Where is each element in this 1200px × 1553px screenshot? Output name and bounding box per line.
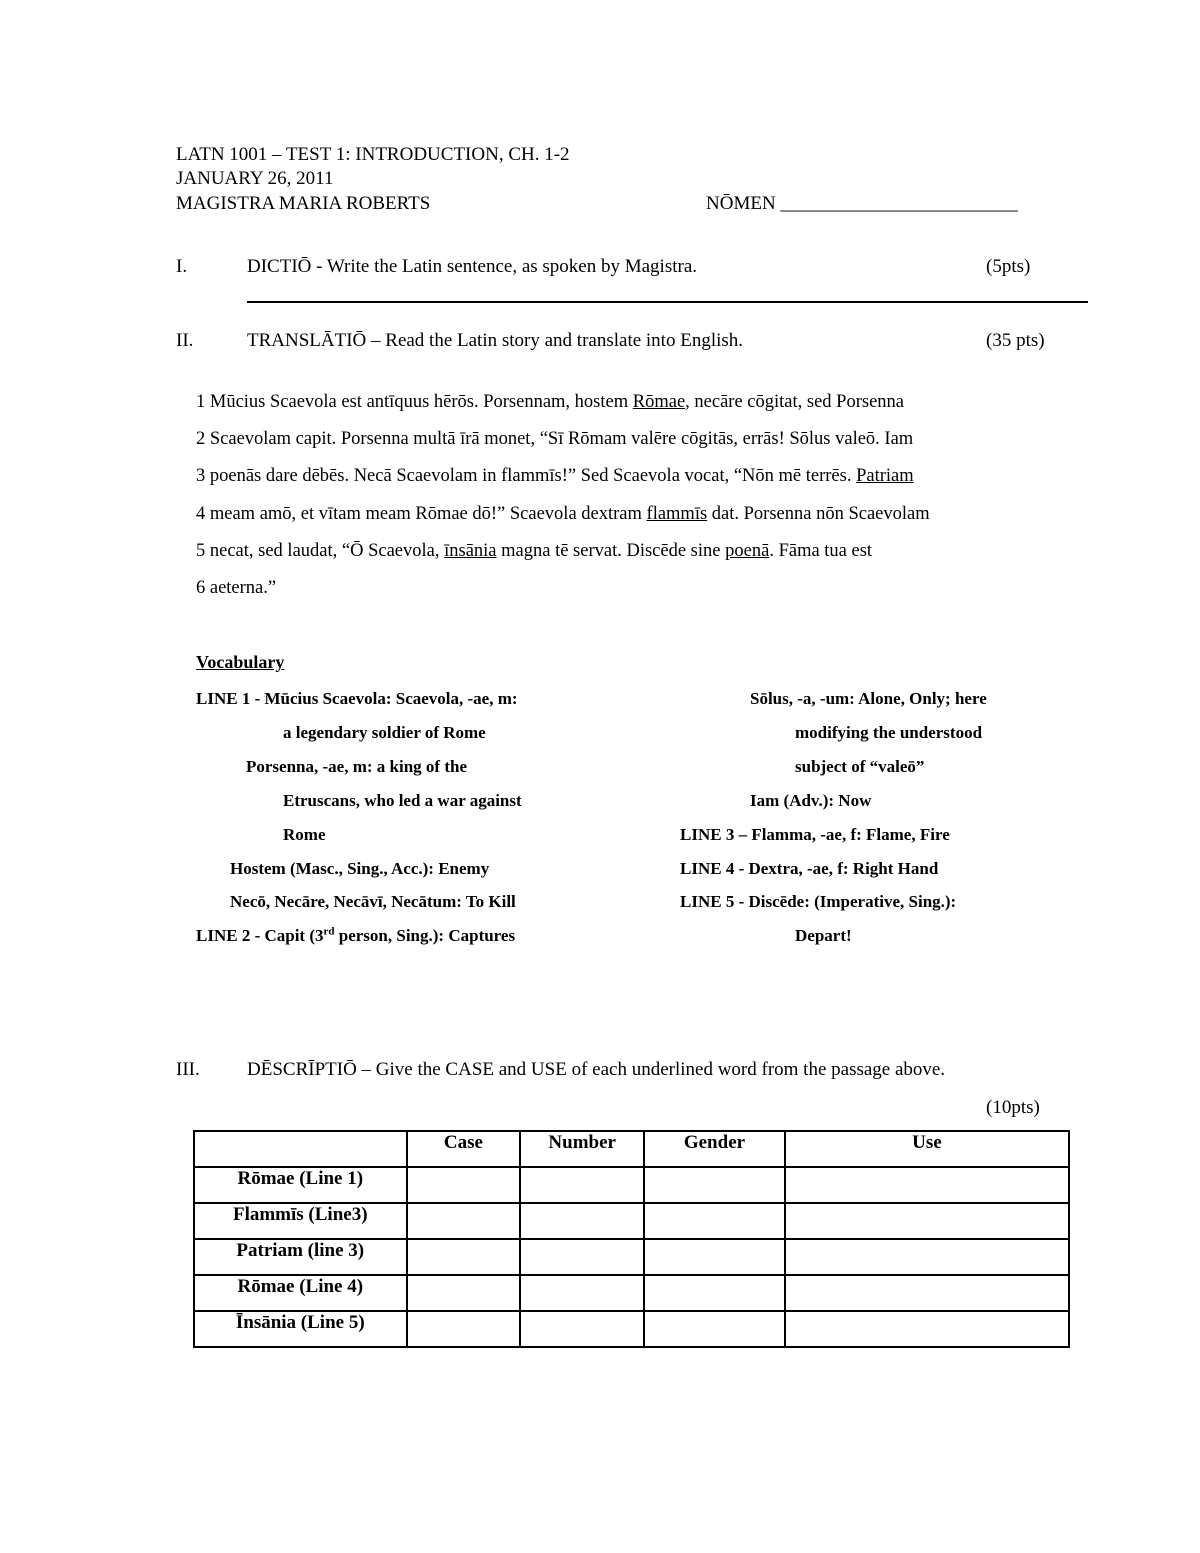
story-text: Mūcius Scaevola est antīquus hērōs. Porsennam, hostem: [209, 392, 633, 412]
ordinal-suffix: rd: [323, 925, 335, 938]
vocab-item: Etruscans, who led a war against: [283, 791, 522, 810]
column-header-gender: Gender: [644, 1131, 785, 1167]
answer-cell[interactable]: [644, 1203, 785, 1239]
column-header-case: Case: [407, 1131, 521, 1167]
answer-cell[interactable]: [785, 1239, 1069, 1275]
underlined-word: flammīs: [646, 504, 708, 524]
answer-cell[interactable]: [407, 1311, 521, 1347]
line-number: 6: [196, 578, 206, 598]
name-blank: _________________________: [780, 193, 1018, 214]
story-line-4: [196, 504, 930, 525]
vocab-item: Rome: [283, 825, 326, 844]
answer-cell[interactable]: [407, 1239, 521, 1275]
vocab-text: LINE 2 - Capit (3: [196, 926, 324, 945]
story-text: meam amō, et vītam meam Rōmae dō!” Scaevola dextram: [209, 504, 647, 524]
vocab-item: [196, 926, 515, 946]
answer-cell[interactable]: [785, 1167, 1069, 1203]
story-text: aeterna.”: [209, 578, 277, 598]
vocab-item: LINE 5 - Discēde: (Imperative, Sing.):: [680, 892, 957, 911]
vocab-item: Necō, Necāre, Necāvī, Necātum: To Kill: [230, 892, 516, 911]
row-label: Patriam (line 3): [194, 1239, 407, 1275]
column-header-number: Number: [520, 1131, 644, 1167]
vocab-item: LINE 1 - Mūcius Scaevola: Scaevola, -ae, m:: [196, 689, 518, 708]
vocab-item: Iam (Adv.): Now: [750, 791, 872, 810]
story-text: magna tē servat. Discēde sine: [496, 541, 726, 561]
answer-cell[interactable]: [785, 1275, 1069, 1311]
story-line-1: [196, 392, 904, 413]
answer-cell[interactable]: [520, 1167, 644, 1203]
line-number: 3: [196, 466, 206, 486]
line-number: 4: [196, 504, 206, 524]
section-3-points: (10pts): [986, 1097, 1040, 1118]
section-3-instructions: DĒSCRĪPTIŌ – Give the CASE and USE of each underlined word from the passage above.: [247, 1059, 946, 1080]
vocab-item: Hostem (Masc., Sing., Acc.): Enemy: [230, 859, 490, 878]
table-row: [194, 1167, 1069, 1203]
section-1-instructions: DICTIŌ - Write the Latin sentence, as spoken by Magistra.: [247, 256, 698, 277]
table-row: [194, 1203, 1069, 1239]
underlined-word: Rōmae: [632, 392, 686, 412]
story-text: . Fāma tua est: [769, 541, 873, 561]
answer-cell[interactable]: [644, 1311, 785, 1347]
story-text: necat, sed laudat, “Ō Scaevola,: [209, 541, 445, 561]
section-2-points: (35 pts): [986, 330, 1045, 351]
course-title: LATN 1001 – TEST 1: INTRODUCTION, CH. 1-2: [176, 144, 570, 165]
vocab-item: Depart!: [795, 926, 852, 945]
story-text: dat. Porsenna nōn Scaevolam: [707, 504, 930, 524]
section-2-numeral: II.: [176, 330, 194, 351]
story-line-3: [196, 466, 914, 487]
vocab-text: person, Sing.): Captures: [334, 926, 516, 945]
answer-cell[interactable]: [520, 1203, 644, 1239]
vocab-item: Porsenna, -ae, m: a king of the: [246, 757, 467, 776]
dictation-answer-line: [247, 301, 1088, 303]
table-row: [194, 1275, 1069, 1311]
story-line-6: [196, 578, 276, 599]
description-table: [193, 1130, 1070, 1348]
answer-cell[interactable]: [520, 1311, 644, 1347]
column-header-use: Use: [785, 1131, 1069, 1167]
table-header-row: [194, 1131, 1069, 1167]
underlined-word: poenā: [725, 541, 770, 561]
story-text: , necāre cōgitat, sed Porsenna: [685, 392, 904, 412]
vocab-item: LINE 4 - Dextra, -ae, f: Right Hand: [680, 859, 939, 878]
row-label: Rōmae (Line 1): [194, 1167, 407, 1203]
story-text: poenās dare dēbēs. Necā Scaevolam in flammīs!” Sed Scaevola vocat, “Nōn mē terrēs.: [209, 466, 857, 486]
test-date: JANUARY 26, 2011: [176, 168, 334, 189]
vocab-item: subject of “valeō”: [795, 757, 925, 776]
table-row: [194, 1239, 1069, 1275]
underlined-word: īnsānia: [444, 541, 497, 561]
row-label: Flammīs (Line3): [194, 1203, 407, 1239]
answer-cell[interactable]: [407, 1167, 521, 1203]
answer-cell[interactable]: [520, 1239, 644, 1275]
answer-cell[interactable]: [520, 1275, 644, 1311]
answer-cell[interactable]: [644, 1239, 785, 1275]
story-text: Scaevolam capit. Porsenna multā īrā monet, “Sī Rōmam valēre cōgitās, errās! Sōlus valeō. Iam: [209, 429, 914, 449]
answer-cell[interactable]: [785, 1203, 1069, 1239]
table-row: [194, 1311, 1069, 1347]
underlined-word: Patriam: [856, 466, 914, 486]
section-2-instructions: TRANSLĀTIŌ – Read the Latin story and translate into English.: [247, 330, 744, 351]
column-header: [194, 1131, 407, 1167]
section-3-numeral: III.: [176, 1059, 200, 1080]
line-number: 2: [196, 429, 206, 449]
vocab-item: modifying the understood: [795, 723, 983, 742]
story-line-5: [196, 541, 872, 562]
answer-cell[interactable]: [407, 1203, 521, 1239]
vocab-item: Sōlus, -a, -um: Alone, Only; here: [750, 689, 987, 708]
answer-cell[interactable]: [644, 1275, 785, 1311]
row-label: Rōmae (Line 4): [194, 1275, 407, 1311]
answer-cell[interactable]: [785, 1311, 1069, 1347]
row-label: Īnsānia (Line 5): [194, 1311, 407, 1347]
vocab-item: LINE 3 – Flamma, -ae, f: Flame, Fire: [680, 825, 950, 844]
story-line-2: [196, 429, 913, 450]
student-name-field: [706, 192, 1018, 215]
name-label: NŌMEN: [706, 193, 776, 214]
section-1-numeral: I.: [176, 256, 188, 277]
line-number: 5: [196, 541, 206, 561]
vocabulary-heading: Vocabulary: [196, 652, 285, 672]
vocab-item: a legendary soldier of Rome: [283, 723, 486, 742]
line-number: 1: [196, 392, 206, 412]
answer-cell[interactable]: [407, 1275, 521, 1311]
section-1-points: (5pts): [986, 256, 1031, 277]
teacher-name: MAGISTRA MARIA ROBERTS: [176, 193, 431, 214]
answer-cell[interactable]: [644, 1167, 785, 1203]
